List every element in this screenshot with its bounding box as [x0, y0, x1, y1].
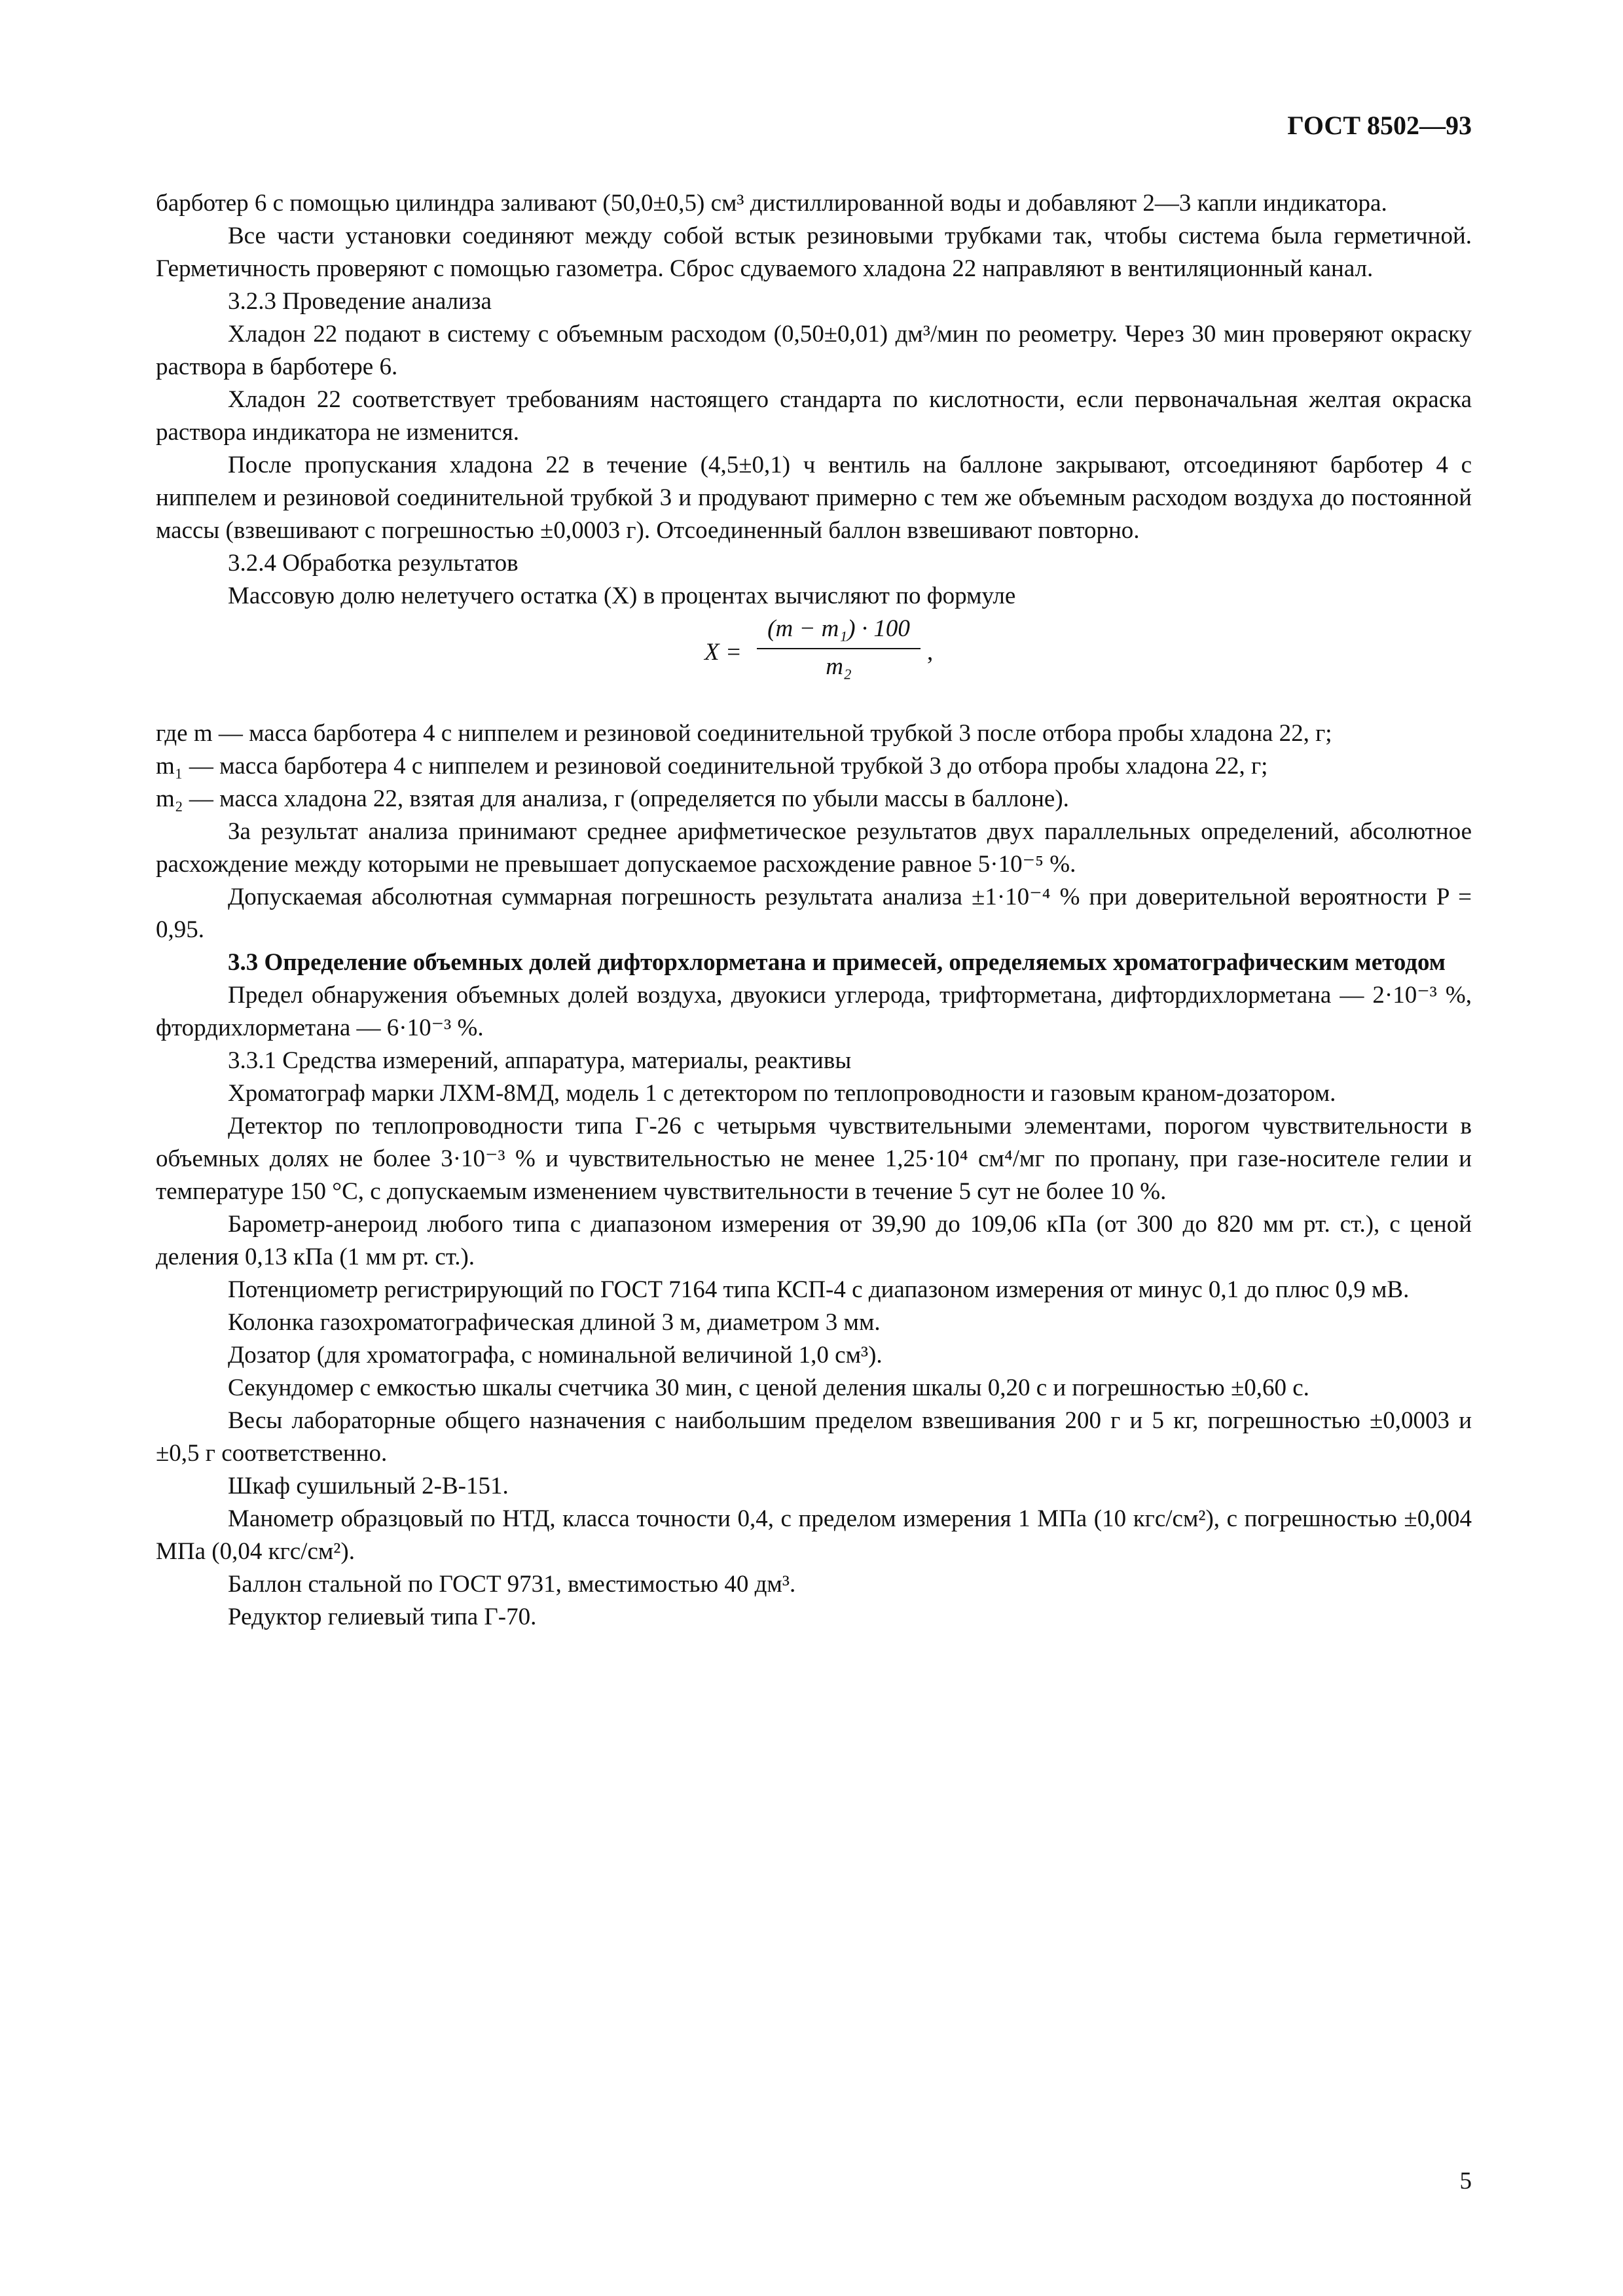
- where-clause: m₂ — масса хладона 22, взятая для анализа, г (определяется по убыли массы в баллоне).: [156, 785, 1069, 812]
- document-page: [156, 103, 1472, 2198]
- paragraph: Колонка газохроматографическая длиной 3 м, диаметром 3 мм.: [228, 1309, 881, 1336]
- section-heading: 3.3.1 Средства измерений, аппаратура, материалы, реактивы: [228, 1047, 852, 1074]
- where-clause: где m — масса барботера 4 с ниппелем и резиновой соединительной трубкой 3 после отбора пробы хладона 22, г;: [156, 720, 1332, 747]
- paragraph: Баллон стальной по ГОСТ 9731, вместимостью 40 дм³.: [228, 1571, 796, 1598]
- paragraph: Хладон 22 подают в систему с объемным расходом (0,50±0,01) дм³/мин по реометру. Через 30 мин проверяют окраску раствора в барботере 6.: [156, 321, 1472, 380]
- paragraph: Массовую долю нелетучего остатка (X) в процентах вычисляют по формуле: [228, 583, 1016, 609]
- paragraph: Предел обнаружения объемных долей воздуха, двуокиси углерода, трифторметана, дифтордихлорметана — 2·10⁻³ %, фтордихлорметана — 6·10⁻³ %.: [156, 982, 1472, 1041]
- paragraph: Потенциометр регистрирующий по ГОСТ 7164 типа КСП-4 с диапазоном измерения от минус 0,1 до плюс 0,9 мВ.: [228, 1276, 1410, 1303]
- section-heading: 3.2.3 Проведение анализа: [228, 288, 492, 315]
- paragraph: барботер 6 с помощью цилиндра заливают (50,0±0,5) см³ дистиллированной воды и добавляют 2—3 капли индикатора.: [156, 190, 1387, 217]
- paragraph: Весы лабораторные общего назначения с наибольшим пределом взвешивания 200 г и 5 кг, погрешностью ±0,0003 и ±0,5 г соответственно.: [156, 1407, 1472, 1467]
- paragraph: Допускаемая абсолютная суммарная погрешность результата анализа ±1·10⁻⁴ % при доверительной вероятности P = 0,95.: [156, 884, 1472, 943]
- formula-numerator: (m − m₁) · 100: [757, 613, 921, 649]
- paragraph: Дозатор (для хроматографа, с номинальной величиной 1,0 см³).: [228, 1342, 883, 1369]
- paragraph: Секундомер с емкостью шкалы счетчика 30 мин, с ценой деления шкалы 0,20 с и погрешностью ±0,60 с.: [228, 1374, 1309, 1401]
- paragraph: Все части установки соединяют между собой встык резиновыми трубками так, чтобы система была герметичной. Герметичность проверяют с помощью газометра. Сброс сдуваемого хладона 22 направляют в вентиляционный канал.: [156, 223, 1472, 282]
- paragraph: Хладон 22 соответствует требованиям настоящего стандарта по кислотности, если первоначальная желтая окраска раствора индикатора не изменится.: [156, 386, 1472, 446]
- paragraph: Редуктор гелиевый типа Г-70.: [228, 1604, 537, 1630]
- document-body: [156, 187, 1472, 1634]
- paragraph: Барометр-анероид любого типа с диапазоном измерения от 39,90 до 109,06 кПа (от 300 до 820 мм рт. ст.), с ценой деления 0,13 кПа (1 мм рт. ст.).: [156, 1211, 1472, 1270]
- paragraph: Детектор по теплопроводности типа Г-26 с четырьмя чувствительными элементами, порогом чувствительности в объемных долях не более 3·10⁻³ % и чувствительностью не менее 1,25·10⁴ см⁴/мг по пропану, при газе-носителе гелии и температуре 150 °С, с допускаемым изменением чувствительности в течение 5 сут не более 10 %.: [156, 1113, 1472, 1205]
- formula-fraction: [757, 613, 921, 685]
- document-code-header: ГОСТ 8502—93: [1287, 111, 1472, 140]
- formula-denominator: m₂: [826, 653, 852, 680]
- section-heading-bold: 3.3 Определение объемных долей дифторхлорметана и примесей, определяемых хроматографическим методом: [228, 949, 1446, 976]
- page-number: 5: [1459, 2168, 1472, 2195]
- paragraph: За результат анализа принимают среднее арифметическое результатов двух параллельных определений, абсолютное расхождение между которыми не превышает допускаемое расхождение равное 5·10⁻⁵ %.: [156, 818, 1472, 878]
- paragraph: После пропускания хладона 22 в течение (4,5±0,1) ч вентиль на баллоне закрывают, отсоединяют барботер 4 с ниппелем и резиновой соединительной трубкой 3 и продувают примерно с тем же объемным расходом воздуха до постоянной массы (взвешивают с погрешностью ±0,0003 г). Отсоединенный баллон взвешивают повторно.: [156, 452, 1472, 544]
- paragraph: Манометр образцовый по НТД, класса точности 0,4, с пределом измерения 1 МПа (10 кгс/см²), с погрешностью ±0,004 МПа (0,04 кгс/см²).: [156, 1505, 1472, 1565]
- formula-comma: ,: [927, 639, 934, 666]
- section-heading: 3.2.4 Обработка результатов: [228, 550, 519, 577]
- paragraph: Хроматограф марки ЛХМ-8МД, модель 1 с детектором по теплопроводности и газовым краном-дозатором.: [228, 1080, 1336, 1107]
- formula-lhs: X =: [704, 639, 742, 666]
- paragraph: Шкаф сушильный 2-В-151.: [228, 1473, 509, 1499]
- formula: [156, 613, 1472, 717]
- where-clause: m₁ — масса барботера 4 с ниппелем и резиновой соединительной трубкой 3 до отбора пробы хладона 22, г;: [156, 753, 1268, 780]
